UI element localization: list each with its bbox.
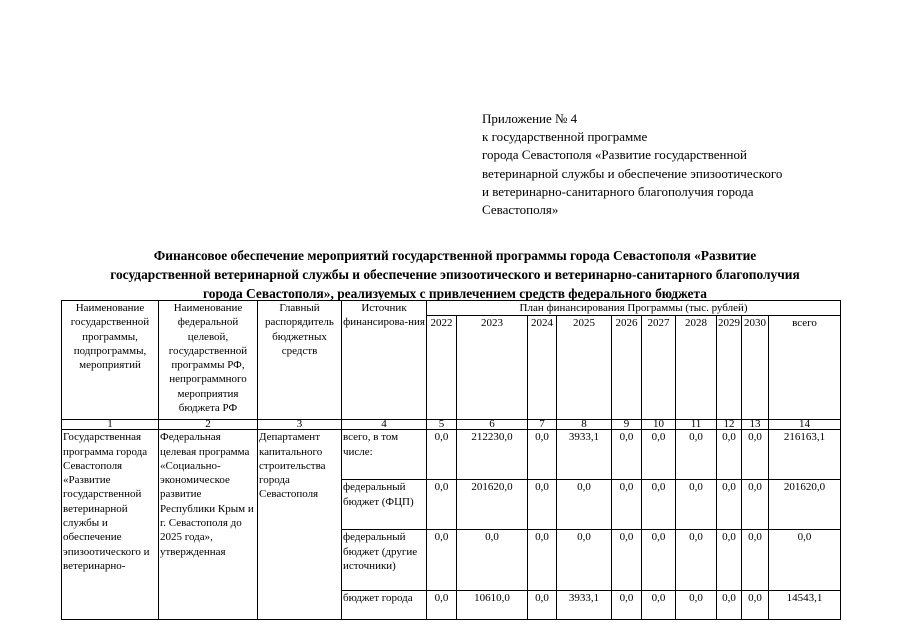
header-year: 2025 — [557, 316, 612, 420]
value-cell: 0,0 — [528, 430, 557, 480]
header-total: всего — [769, 316, 841, 420]
value-cell: 0,0 — [528, 591, 557, 620]
value-cell: 0,0 — [427, 430, 457, 480]
column-number: 2 — [159, 420, 258, 430]
total-value-cell: 0,0 — [769, 530, 841, 591]
value-cell: 0,0 — [612, 591, 642, 620]
value-cell: 0,0 — [612, 430, 642, 480]
value-cell: 0,0 — [717, 530, 742, 591]
total-value-cell: 201620,0 — [769, 480, 841, 530]
value-cell: 0,0 — [557, 530, 612, 591]
column-number: 12 — [717, 420, 742, 430]
value-cell: 0,0 — [676, 591, 717, 620]
appendix-line: и ветеринарно-санитарного благополучия города — [482, 183, 754, 199]
header-year: 2029 — [717, 316, 742, 420]
total-value-cell: 216163,1 — [769, 430, 841, 480]
value-cell: 0,0 — [427, 530, 457, 591]
column-number: 1 — [62, 420, 159, 430]
value-cell: 0,0 — [742, 530, 769, 591]
column-number: 8 — [557, 420, 612, 430]
appendix-line: Севастополя» — [482, 202, 559, 218]
value-cell: 0,0 — [642, 530, 676, 591]
federal-program-cell: Федеральная целевая программа «Социально-экономическое развитие Республики Крым и г. Севастополя до 2025 года», утвержденная — [159, 430, 258, 620]
value-cell: 0,0 — [742, 430, 769, 480]
appendix-line: к государственной программе — [482, 129, 648, 145]
header-program-name: Наименование государственной программы, подпрограммы, мероприятий — [62, 301, 159, 420]
funding-source-cell: федеральный бюджет (ФЦП) — [342, 480, 427, 530]
funding-source-cell: бюджет города — [342, 591, 427, 620]
header-year: 2023 — [457, 316, 528, 420]
header-financing-plan: План финансирования Программы (тыс. рублей) — [427, 301, 841, 316]
value-cell: 0,0 — [676, 530, 717, 591]
column-number: 11 — [676, 420, 717, 430]
financing-table — [61, 300, 841, 620]
value-cell: 0,0 — [612, 530, 642, 591]
header-year: 2026 — [612, 316, 642, 420]
title-line: государственной ветеринарной службы и обеспечение эпизоотического и ветеринарно-санитарного благополучия — [110, 267, 800, 282]
title-line: города Севастополя», реализуемых с привлечением средств федерального бюджета — [203, 286, 707, 301]
header-budget-manager: Главный распорядитель бюджетных средств — [258, 301, 342, 420]
funding-source-cell: всего, в том числе: — [342, 430, 427, 480]
table-row — [62, 430, 841, 480]
total-value-cell: 14543,1 — [769, 591, 841, 620]
value-cell: 212230,0 — [457, 430, 528, 480]
appendix-line: города Севастополя «Развитие государственной — [482, 147, 747, 163]
header-year: 2024 — [528, 316, 557, 420]
column-number: 3 — [258, 420, 342, 430]
value-cell: 3933,1 — [557, 591, 612, 620]
value-cell: 3933,1 — [557, 430, 612, 480]
value-cell: 0,0 — [717, 430, 742, 480]
value-cell: 201620,0 — [457, 480, 528, 530]
header-year: 2027 — [642, 316, 676, 420]
value-cell: 0,0 — [717, 480, 742, 530]
column-number: 4 — [342, 420, 427, 430]
column-number: 13 — [742, 420, 769, 430]
value-cell: 0,0 — [427, 480, 457, 530]
funding-source-cell: федеральный бюджет (другие источники) — [342, 530, 427, 591]
title-line: Финансовое обеспечение мероприятий государственной программы города Севастополя «Развитие — [153, 248, 757, 263]
column-number: 6 — [457, 420, 528, 430]
value-cell: 0,0 — [557, 480, 612, 530]
value-cell: 0,0 — [742, 591, 769, 620]
value-cell: 0,0 — [642, 480, 676, 530]
value-cell: 0,0 — [676, 480, 717, 530]
column-number: 10 — [642, 420, 676, 430]
header-year: 2022 — [427, 316, 457, 420]
budget-manager-cell: Департамент капитального строительства города Севастополя — [258, 430, 342, 620]
value-cell: 0,0 — [427, 591, 457, 620]
document-title — [40, 246, 870, 303]
header-federal-program: Наименование федеральной целевой, государственной программы РФ, непрограммного мероприятия бюджета РФ — [159, 301, 258, 420]
column-number-row — [62, 420, 841, 430]
header-year: 2028 — [676, 316, 717, 420]
value-cell: 0,0 — [742, 480, 769, 530]
appendix-line: Приложение № 4 — [482, 111, 578, 126]
value-cell: 0,0 — [642, 430, 676, 480]
header-year: 2030 — [742, 316, 769, 420]
appendix-note — [482, 110, 882, 219]
value-cell: 0,0 — [528, 530, 557, 591]
value-cell: 0,0 — [642, 591, 676, 620]
appendix-line: ветеринарной службы и обеспечение эпизоотического — [482, 165, 783, 181]
value-cell: 10610,0 — [457, 591, 528, 620]
value-cell: 0,0 — [676, 430, 717, 480]
column-number: 5 — [427, 420, 457, 430]
value-cell: 0,0 — [612, 480, 642, 530]
program-name-cell: Государственная программа города Севастополя «Развитие государственной ветеринарной службы и обеспечение эпизоотического и ветеринарно- — [62, 430, 159, 620]
value-cell: 0,0 — [528, 480, 557, 530]
value-cell: 0,0 — [457, 530, 528, 591]
value-cell: 0,0 — [717, 591, 742, 620]
column-number: 14 — [769, 420, 841, 430]
header-funding-source: Источник финансирова-ния — [342, 301, 427, 420]
column-number: 7 — [528, 420, 557, 430]
column-number: 9 — [612, 420, 642, 430]
